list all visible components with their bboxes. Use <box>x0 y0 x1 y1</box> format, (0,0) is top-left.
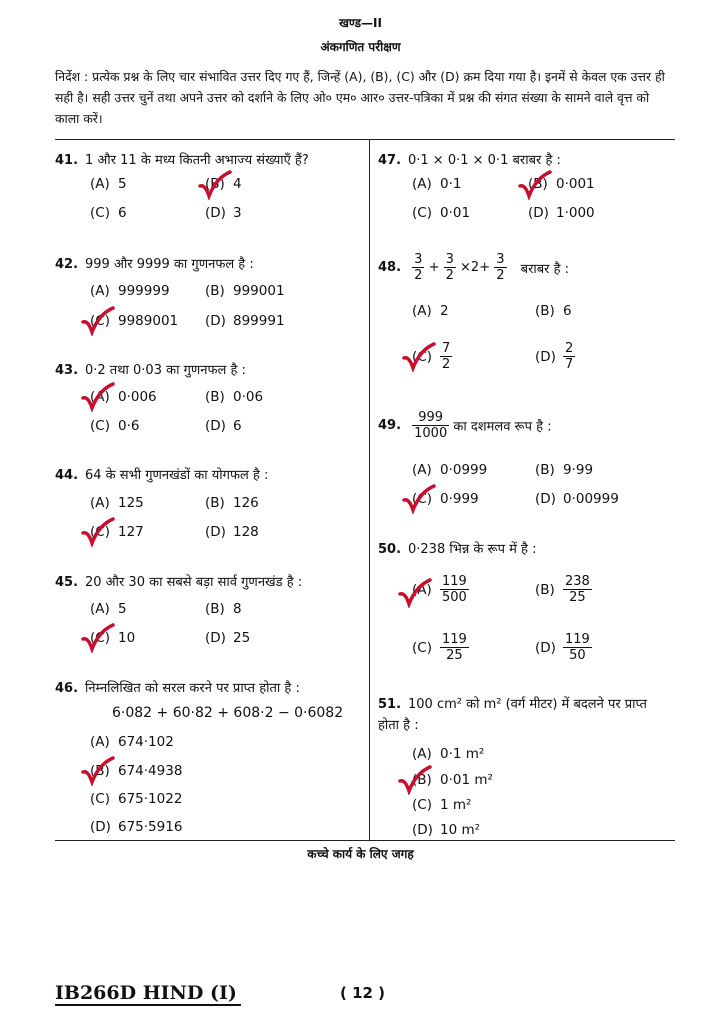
option-49-a[interactable]: (A) 0·0999 <box>412 462 488 478</box>
paper-code-underline <box>55 1004 241 1006</box>
tick-mark-icon <box>398 578 432 608</box>
option-50-c[interactable]: (C) $\frac{119}{25}$ <box>412 632 467 663</box>
option-45-d[interactable]: (D) 25 <box>205 630 251 646</box>
option-51-b[interactable]: (B) 0·01 m² <box>412 772 493 788</box>
option-50-a[interactable]: (A) $\frac{119}{500}$ <box>412 574 467 605</box>
fraction: $\frac{3}{2}$ <box>496 252 505 283</box>
option-46-a[interactable]: (A) 674·102 <box>90 734 174 750</box>
section-heading: खण्ड—II <box>339 16 382 30</box>
tick-mark-icon <box>81 382 115 412</box>
option-51-a[interactable]: (A) 0·1 m² <box>412 746 485 762</box>
question-51: 51. 100 cm² को m² (वर्ग मीटर) में बदलने पर प्राप्त होता है : <box>378 697 647 733</box>
tick-mark-icon <box>398 765 432 795</box>
option-44-a[interactable]: (A) 125 <box>90 495 144 511</box>
option-51-d[interactable]: (D) 10 m² <box>412 822 481 838</box>
option-45-c[interactable]: (C) 10 <box>90 630 136 646</box>
question-41: 41. 1 और 11 के मध्य कितनी अभाज्य संख्याएँ हैं? <box>55 153 309 168</box>
option-43-a[interactable]: (A) 0·006 <box>90 389 157 405</box>
question-43: 43. 0·2 तथा 0·03 का गुणनफल है : <box>55 363 246 378</box>
option-44-b[interactable]: (B) 126 <box>205 495 259 511</box>
option-46-d[interactable]: (D) 675·5916 <box>90 819 183 835</box>
option-47-c[interactable]: (C) 0·01 <box>412 205 471 221</box>
option-46-c[interactable]: (C) 675·1022 <box>90 791 183 807</box>
bottom-divider <box>55 840 675 841</box>
option-44-d[interactable]: (D) 128 <box>205 524 259 540</box>
option-49-d[interactable]: (D) 0·00999 <box>535 491 619 507</box>
section-subtitle: अंकगणित परीक्षण <box>320 40 401 54</box>
page-number: ( 12 ) <box>340 984 386 1002</box>
fraction: $\frac{3}{2}$ <box>414 252 423 283</box>
option-48-c[interactable]: (C) $\frac{7}{2}$ <box>412 341 451 372</box>
tick-mark-icon <box>81 517 115 547</box>
option-42-a[interactable]: (A) 999999 <box>90 283 170 299</box>
option-44-c[interactable]: (C) 127 <box>90 524 144 540</box>
paper-code: IB266D HIND (I) <box>55 982 237 1004</box>
option-43-b[interactable]: (B) 0·06 <box>205 389 264 405</box>
tick-mark-icon <box>81 756 115 786</box>
option-46-b[interactable]: (B) 674·4938 <box>90 763 183 779</box>
option-42-d[interactable]: (D) 899991 <box>205 313 285 329</box>
option-45-a[interactable]: (A) 5 <box>90 601 127 617</box>
option-42-c[interactable]: (C) 9989001 <box>90 313 179 329</box>
tick-mark-icon <box>402 342 436 372</box>
fraction: $\frac{3}{2}$ <box>445 252 454 283</box>
option-41-d[interactable]: (D) 3 <box>205 205 242 221</box>
tick-mark-icon <box>81 623 115 653</box>
tick-mark-icon <box>198 170 232 200</box>
option-47-b[interactable]: (B) 0·001 <box>528 176 595 192</box>
option-51-c[interactable]: (C) 1 m² <box>412 797 472 813</box>
option-48-a[interactable]: (A) 2 <box>412 303 449 319</box>
option-47-a[interactable]: (A) 0·1 <box>412 176 462 192</box>
question-46: 46. निम्नलिखित को सरल करने पर प्राप्त होता है : <box>55 681 300 696</box>
option-41-a[interactable]: (A) 5 <box>90 176 127 192</box>
option-43-d[interactable]: (D) 6 <box>205 418 242 434</box>
option-48-d[interactable]: (D) $\frac{2}{7}$ <box>535 341 574 372</box>
option-45-b[interactable]: (B) 8 <box>205 601 242 617</box>
question-44: 44. 64 के सभी गुणनखंडों का योगफल है : <box>55 468 269 483</box>
option-47-d[interactable]: (D) 1·000 <box>528 205 595 221</box>
option-50-d[interactable]: (D) $\frac{119}{50}$ <box>535 632 590 663</box>
question-47: 47. 0·1 × 0·1 × 0·1 बराबर है : <box>378 153 561 168</box>
question-45: 45. 20 और 30 का सबसे बड़ा सार्व गुणनखंड है : <box>55 575 303 590</box>
question-48: 48. $\frac{3}{2}$ + $\frac{3}{2}$ ×2+ $\frac{3}{2}$ बराबर है : <box>378 252 570 283</box>
column-divider <box>369 140 370 840</box>
option-49-c[interactable]: (C) 0·999 <box>412 491 479 507</box>
question-42: 42. 999 और 9999 का गुणनफल है : <box>55 257 254 272</box>
rough-work-label: कच्चे कार्य के लिए जगह <box>307 847 414 861</box>
option-41-c[interactable]: (C) 6 <box>90 205 127 221</box>
instructions: निर्देश : प्रत्येक प्रश्न के लिए चार संभावित उत्तर दिए गए हैं, जिन्हें (A), (B), (C) और (D) क्रम दिया गया है। इनमें से केवल एक उत्तर ही सही है। सही उत्तर चुनें तथा अपने उत्तर को दर्शाने के लिए ओ० एम० आर० उत्तर-पत्रिका में प्रश्न की संगत संख्या के सामने वाले वृत्त को काला करें। <box>55 69 665 126</box>
option-48-b[interactable]: (B) 6 <box>535 303 572 319</box>
option-41-b[interactable]: (B) 4 <box>205 176 242 192</box>
option-49-b[interactable]: (B) 9·99 <box>535 462 594 478</box>
tick-mark-icon <box>518 170 552 200</box>
question-46-expression: 6·082 + 60·82 + 608·2 − 0·6082 <box>112 705 344 721</box>
question-49: 49. $\frac{999}{1000}$ का दशमलव रूप है : <box>378 410 552 441</box>
option-42-b[interactable]: (B) 999001 <box>205 283 285 299</box>
tick-mark-icon <box>402 484 436 514</box>
option-50-b[interactable]: (B) $\frac{238}{25}$ <box>535 574 590 605</box>
tick-mark-icon <box>81 306 115 336</box>
top-divider <box>55 139 675 140</box>
question-50: 50. 0·238 भिन्न के रूप में है : <box>378 542 537 557</box>
option-43-c[interactable]: (C) 0·6 <box>90 418 140 434</box>
